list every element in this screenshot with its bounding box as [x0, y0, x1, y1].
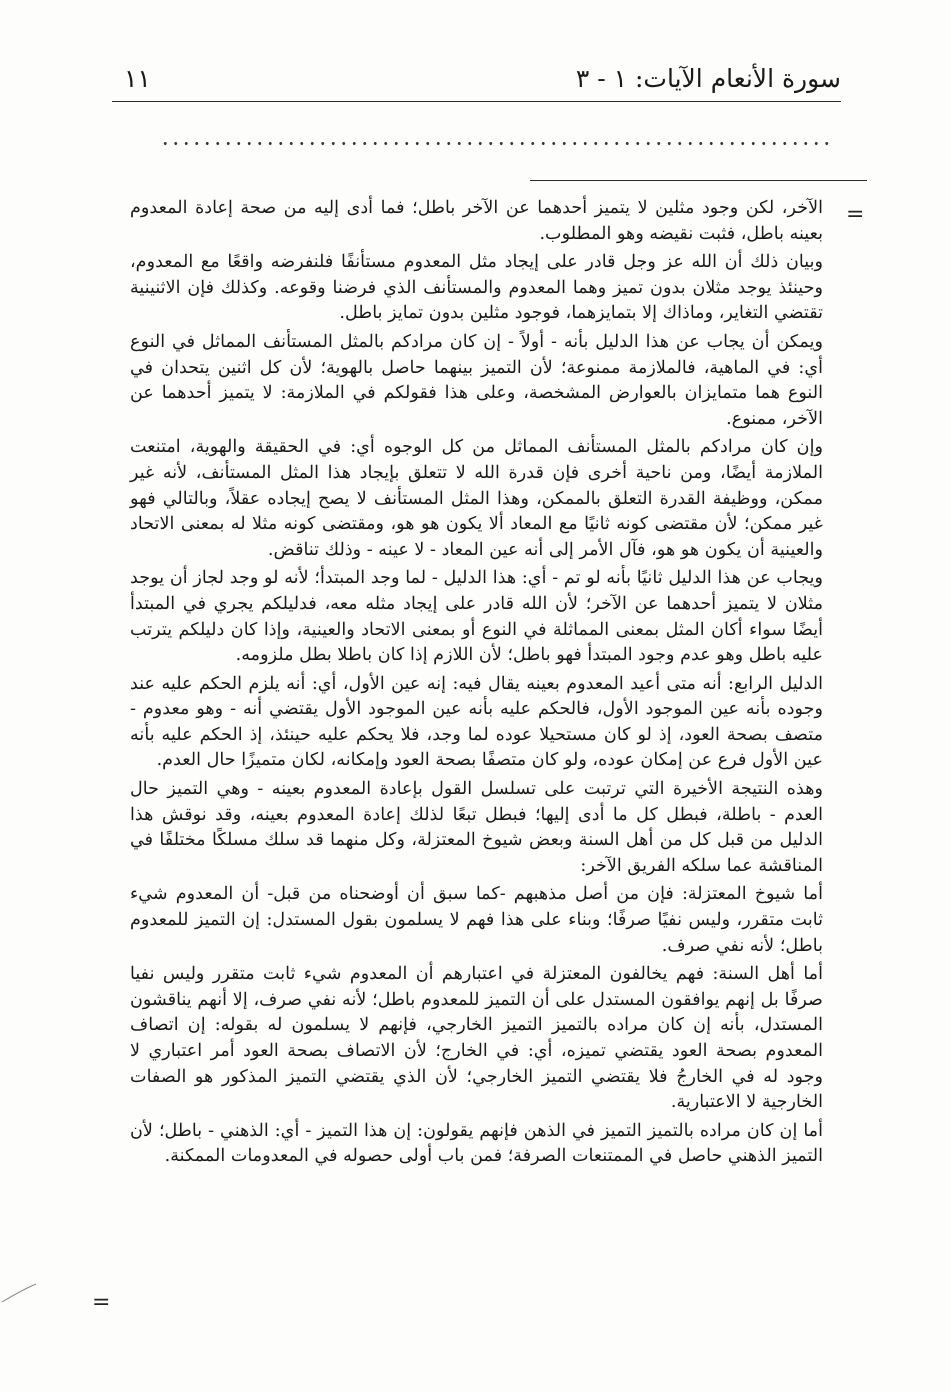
running-header	[112, 62, 841, 102]
paragraph: الآخر، لكن وجود مثلين لا يتميز أحدهما عن الآخر باطل؛ فما أدى إليه من صحة إعادة المعدوم بعينه باطل، فثبت نقيضه وهو المطلوب.	[130, 198, 823, 244]
margin-pen-stroke	[0, 1270, 40, 1310]
paragraph: أما إن كان مراده بالتميز التميز في الذهن فإنهم يقولون: إن هذا التميز - أي: الذهني - باطل؛ لأن التميز الذهني حاصل في الممتنعات الصرفة؛ فمن باب أولى حصوله في المعدومات الممكنة.	[130, 1120, 823, 1167]
continues-mark: =	[92, 1290, 111, 1315]
paragraph: وهذه النتيجة الأخيرة التي ترتبت على تسلسل القول بإعادة المعدوم بعينه - وهي التميز حال العدم - باطلة، فبطل كل ما أدى إليها؛ فبطل تبعًا لذلك إعادة المعدوم بعينه، وقد نوقش هذا الدليل من قبل كل من أهل السنة وبعض شيوخ المعتزلة، وكل منهما قد سلك مسلكًا مختلفًا في المناقشة عما سلكه الفريق الآخر:	[130, 779, 823, 876]
footnote-rule	[530, 180, 867, 181]
footnote-body	[130, 196, 823, 1170]
paragraph: وبيان ذلك أن الله عز وجل قادر على إيجاد مثل المعدوم مستأنفًا فلنفرضه واقعًا مع المعدوم، وحينئذ يوجد مثلان بدون تميز وهما المعدوم والمستأنف الذي فرضنا وقوعه. وكذلك فإن الاثنينية تقتضي التغاير، وماذاك إلا بتمايزهما، فوجود مثلين بدون تمايز باطل.	[130, 252, 823, 324]
paragraph: ويجاب عن هذا الدليل ثانيًا بأنه لو تم - أي: هذا الدليل - لما وجد المبتدأ؛ لأنه لو وجد لجاز أن يوجد مثلان لا يتميز أحدهما عن الآخر؛ لأن الله قادر على إيجاد مثله معه، فدليلكم يجري في المبتدأ أيضًا سواء أكان المثل بمعنى المماثلة في النوع أو بمعنى الاتحاد والعينية، وإذا كان دليلكم يترتب عليه باطل وهو عدم وجود المبتدأ فهو باطل؛ لأن اللازم إذا كان باطلا بطل ملزومه.	[130, 568, 823, 666]
page-number: ١١	[124, 64, 151, 93]
dotted-separator	[160, 142, 831, 145]
paragraph: الدليل الرابع: أنه متى أعيد المعدوم بعينه يقال فيه: إنه عين الأول، أي: أنه يلزم الحكم عليه عند وجوده بأنه عين الموجود الأول، فالحكم عليه بأنه عين الموجود الأول يقتضي أنه - وهو معدوم - متصف بصحة العود، إذ لو كان مستحيلا عوده لما وجد، فلا يحكم عليه حينئذ، إذ الحكم عليه بأنه عين الأول فرع عن إمكان عوده، ولو كان متصفًا بصحة العود وإمكانه، لكان متميزًا حال العدم.	[130, 673, 823, 771]
continuation-mark: =	[846, 202, 865, 227]
paragraph: ويمكن أن يجاب عن هذا الدليل بأنه - أولاً - إن كان مرادكم بالمثل المستأنف المماثل في النوع أي: في الماهية، فالملازمة ممنوعة؛ لأن التميز بينهما حاصل بالهوية؛ لأن كل اثنين يتحدان في النوع هما متمايزان بالعوارض المشخصة، وعلى هذا فقولكم في الملازمة: لا يتميز أحدهما عن الآخر، ممنوع.	[130, 331, 823, 429]
header-rule	[112, 101, 841, 102]
header-title: سورة الأنعام الآيات: ١ - ٣	[575, 64, 841, 93]
paragraph: وإن كان مرادكم بالمثل المستأنف المماثل من كل الوجوه أي: في الحقيقة والهوية، امتنعت الملازمة أيضًا، ومن ناحية أخرى فإن قدرة الله لا تتعلق بإيجاد هذا المثل المستأنف، لأنه غير ممكن، ووظيفة القدرة التعلق بالممكن، وهذا المثل المستأنف لا يصح إيجاده عقلاً، وبالتالي فهو غير ممكن؛ لأن مقتضى كونه ثانيًا مع المعاد ألا يكون هو هو، ومقتضى كونه مثلا له بمعنى الاتحاد والعينية أن يكون هو هو، فآل الأمر إلى أنه عين المعاد - لا عينه - وذلك تناقض.	[130, 437, 823, 560]
paragraph: أما شيوخ المعتزلة: فإن من أصل مذهبهم -كما سبق أن أوضحناه من قبل- أن المعدوم شيء ثابت متقرر، وليس نفيًا صرفًا؛ وبناء على هذا فهم لا يسلمون بقول المستدل: إن التميز للمعدوم باطل؛ لأنه نفي صرف.	[130, 884, 823, 956]
paragraph: أما أهل السنة: فهم يخالفون المعتزلة في اعتبارهم أن المعدوم شيء ثابت متقرر وليس نفيا صرفًا بل إنهم يوافقون المستدل على أن التميز للمعدوم باطل؛ لأنه نفي صرف، إلا أنهم يناقشون المستدل، بأنه إن كان مراده بالتميز التميز الخارجي، فإنهم لا يسلمون له بقوله: إن اتصاف المعدوم بصحة العود يقتضي تميزه، أي: في الخارج؛ لأن الاتصاف بصحة العود أمر اعتباري لا وجود له في الخارجُ فلا يقتضي التميز الخارجي؛ لأن الذي يقتضي التميز المذكور هو الصفات الخارجية لا الاعتبارية.	[130, 964, 823, 1113]
